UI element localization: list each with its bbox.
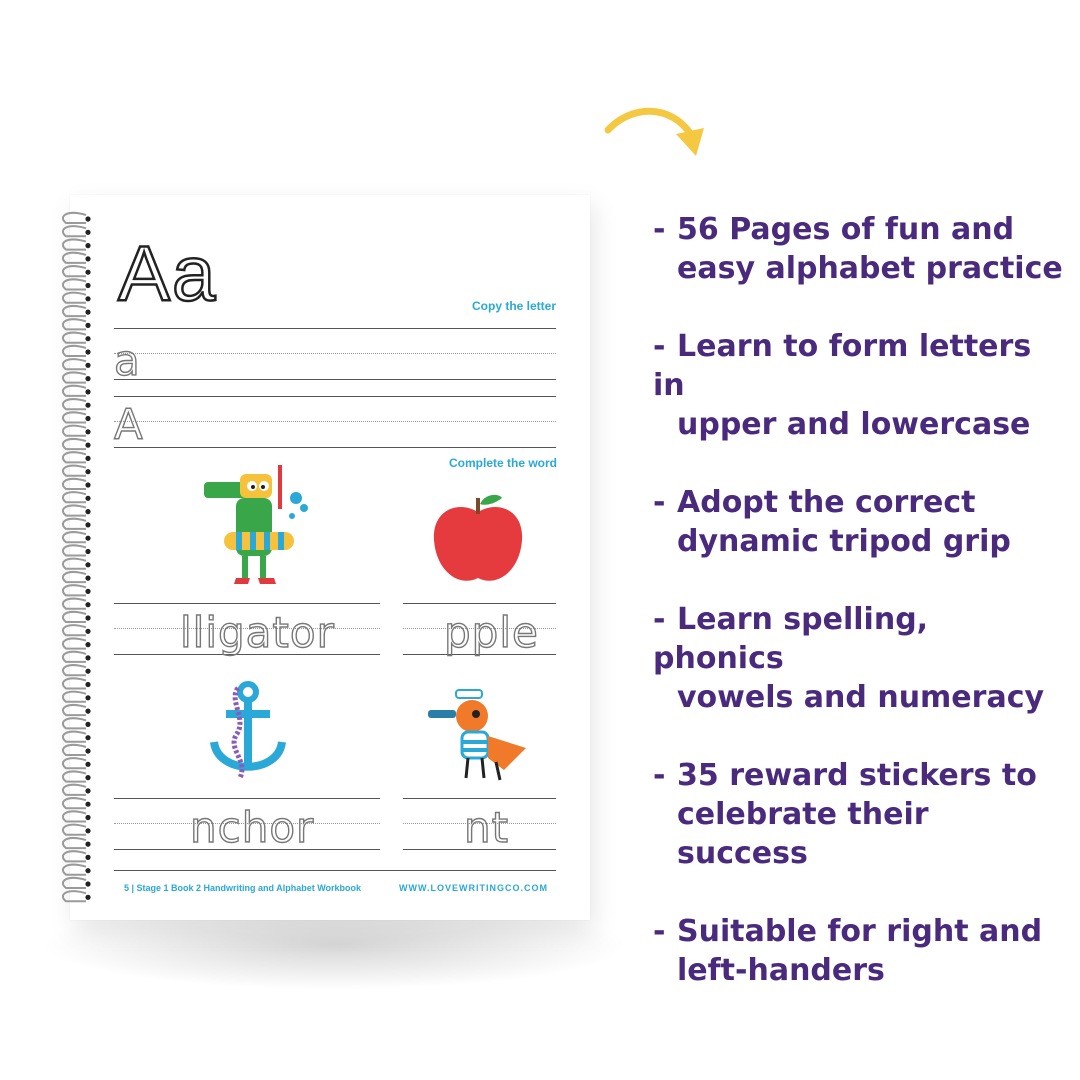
spiral-coil [63,652,86,662]
spiral-hole [85,629,90,634]
spiral-coil [63,705,86,715]
footer-book-title: 5 | Stage 1 Book 2 Handwriting and Alphabet Workbook [124,883,362,893]
spiral-hole [85,216,90,221]
spiral-binding [56,205,96,905]
spiral-coil [63,612,86,622]
complete-word-label: Complete the word [449,456,558,470]
spiral-hole [85,881,90,886]
spiral-coil [63,758,86,768]
spiral-hole [85,416,90,421]
spiral-hole [85,469,90,474]
spiral-hole [85,895,90,900]
feature-item: - 35 reward stickers to celebrate their success [653,756,1063,873]
spiral-hole [85,855,90,860]
spiral-coil [63,266,86,276]
spiral-coil [63,599,86,609]
spiral-coil [63,319,86,329]
spiral-hole [85,482,90,487]
spiral-hole [85,722,90,727]
ruled-line-2 [114,396,556,448]
spiral-hole [85,562,90,567]
spiral-coil [63,811,86,821]
curved-arrow-icon [600,100,715,165]
ant-illustration [426,688,536,783]
spiral-hole [85,735,90,740]
bottom-rule [114,870,556,871]
spiral-coil [63,519,86,529]
feature-line-2: easy alphabet practice [677,251,1063,286]
spiral-coil [63,891,86,901]
spiral-hole [85,682,90,687]
spiral-hole [85,429,90,434]
spiral-coil [63,213,86,223]
spiral-hole [85,536,90,541]
spiral-coil [63,293,86,303]
spiral-hole [85,709,90,714]
spiral-hole [85,336,90,341]
spiral-hole [85,296,90,301]
trace-word-ant: nt [464,803,510,852]
spiral-coil [63,226,86,236]
spiral-coil [63,532,86,542]
feature-line-1: Adopt the correct [677,485,976,520]
spiral-coil [63,279,86,289]
spiral-hole [85,283,90,288]
spiral-hole [85,576,90,581]
anchor-illustration [208,680,288,785]
feature-line-2: celebrate their success [677,797,929,871]
big-letter: Aa [118,229,218,317]
spiral-hole [85,695,90,700]
spiral-coil [63,665,86,675]
spiral-hole [85,655,90,660]
spiral-hole [85,349,90,354]
alligator-illustration [200,460,320,590]
copy-letter-label: Copy the letter [472,299,557,313]
spiral-coil [63,399,86,409]
apple-illustration [428,490,528,590]
spiral-coil [63,492,86,502]
spiral-hole [85,256,90,261]
spiral-coil [63,479,86,489]
spiral-hole [85,669,90,674]
spiral-hole [85,828,90,833]
spiral-coil [63,865,86,875]
ruled-line-1 [114,328,556,380]
spiral-coil [63,505,86,515]
spiral-hole [85,389,90,394]
spiral-hole [85,243,90,248]
spiral-hole [85,775,90,780]
spiral-hole [85,496,90,501]
spiral-hole [85,310,90,315]
spiral-hole [85,509,90,514]
spiral-hole [85,363,90,368]
spiral-coil [63,559,86,569]
spiral-coil [63,545,86,555]
feature-list [653,210,1063,1029]
spiral-coil [63,372,86,382]
spiral-hole [85,323,90,328]
spiral-hole [85,230,90,235]
spiral-coil [63,412,86,422]
spiral-hole [85,802,90,807]
spiral-hole [85,549,90,554]
trace-word-anchor: nchor [190,803,315,852]
spiral-coil [63,585,86,595]
spiral-hole [85,270,90,275]
spiral-coil [63,359,86,369]
spiral-hole [85,443,90,448]
spiral-coil [63,346,86,356]
spiral-coil [63,239,86,249]
spiral-coil [63,638,86,648]
spiral-coil [63,625,86,635]
feature-line-2: left-handers [677,953,885,988]
spiral-hole [85,456,90,461]
trace-word-alligator: lligator [180,608,335,657]
spiral-hole [85,376,90,381]
spiral-coil [63,771,86,781]
spiral-hole [85,842,90,847]
spiral-hole [85,815,90,820]
spiral-hole [85,788,90,793]
feature-line-2: dynamic tripod grip [677,524,1011,559]
feature-line-1: Learn spelling, phonics [653,602,929,676]
spiral-coil [63,745,86,755]
spiral-coil [63,439,86,449]
spiral-coil [63,851,86,861]
spiral-coil [63,798,86,808]
spiral-hole [85,602,90,607]
feature-line-1: 35 reward stickers to [677,758,1037,793]
feature-item: - Adopt the correct dynamic tripod grip [653,483,1063,561]
spiral-coil [63,692,86,702]
spiral-coil [63,718,86,728]
spiral-coil [63,386,86,396]
feature-item: - 56 Pages of fun and easy alphabet practice [653,212,1063,286]
spiral-hole [85,762,90,767]
spiral-hole [85,615,90,620]
spiral-coil [63,678,86,688]
feature-item: - Learn to form letters in upper and lowercase [653,327,1063,444]
spiral-coil [63,426,86,436]
trace-uppercase: A [114,400,144,449]
trace-lowercase: a [114,336,141,385]
spiral-coil [63,452,86,462]
spiral-coil [63,253,86,263]
spiral-hole [85,748,90,753]
spiral-coil [63,732,86,742]
spiral-coil [63,306,86,316]
spiral-coil [63,838,86,848]
feature-line-1: Learn to form letters in [653,329,1032,403]
spiral-hole [85,642,90,647]
trace-word-apple: pple [444,608,539,657]
spiral-coil [63,572,86,582]
footer-website: WWW.LOVEWRITINGCO.COM [399,883,548,893]
feature-line-1: 56 Pages of fun and [677,212,1015,247]
spiral-coil [63,466,86,476]
spiral-hole [85,589,90,594]
feature-item: - Learn spelling, phonics vowels and numeracy [653,600,1063,717]
spiral-coil [63,878,86,888]
spiral-coil [63,333,86,343]
feature-line-1: Suitable for right and [677,914,1043,949]
spiral-coil [63,825,86,835]
feature-line-2: vowels and numeracy [677,680,1045,715]
spiral-hole [85,403,90,408]
spiral-hole [85,868,90,873]
spiral-coil [63,785,86,795]
spiral-hole [85,522,90,527]
feature-item: - Suitable for right and left-handers [653,912,1063,990]
feature-line-2: upper and lowercase [677,407,1031,442]
